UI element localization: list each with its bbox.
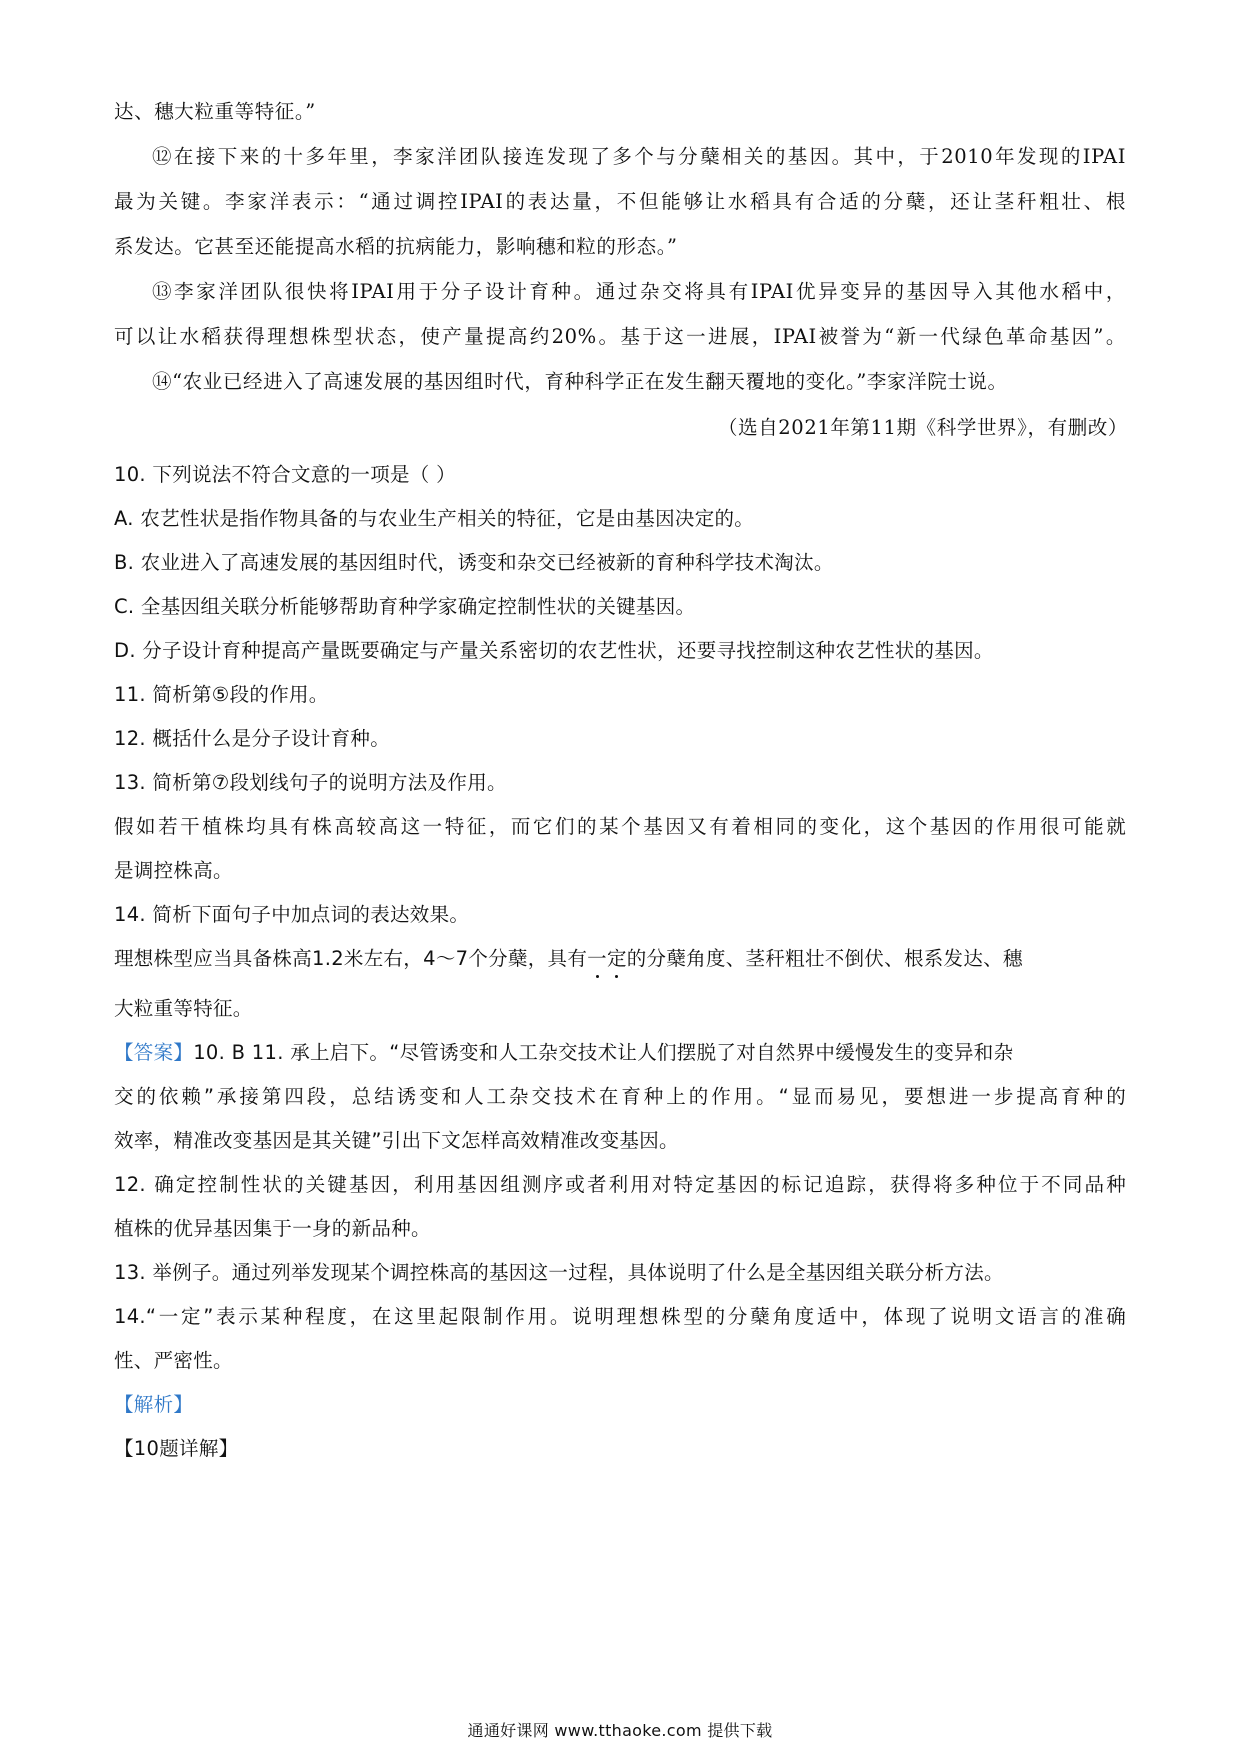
question-10-option-d: D. 分子设计育种提高产量既要确定与产量关系密切的农艺性状，还要寻找控制这种农艺性状的基因。 [114,639,994,662]
passage-line-1: 达、穗大粒重等特征。” [114,100,316,123]
question-10: 10. 下列说法不符合文意的一项是（ ） [114,463,456,486]
question-10-option-a: A. 农艺性状是指作物具备的与农业生产相关的特征，它是由基因决定的。 [114,507,755,530]
question-14-sentence-line-2: 大粒重等特征。 [114,997,253,1020]
question-14-sentence-after: 的分蘖角度、茎秆粗壮不倒伏、根系发达、穗 [626,947,1023,970]
question-10-option-b: B. 农业进入了高速发展的基因组时代，诱变和杂交已经被新的育种科学技术淘汰。 [114,551,834,574]
passage-line-4: 系发达。它甚至还能提高水稻的抗病能力，影响穗和粒的形态。” [114,235,678,258]
passage-paragraph-13: ⑬李家洋团队很快将IPAI用于分子设计育种。通过杂交将具有IPAI优异变异的基因导入其他水稻中， [152,280,1126,303]
page-footer: 通通好课网 www.tthaoke.com 提供下载 [467,1721,773,1740]
question-14-sentence-line-1 [114,943,1023,971]
answer-line-1-text: 10. B 11. 承上启下。“尽管诱变和人工杂交技术让人们摆脱了对自然界中缓慢发生的变异和杂 [193,1041,1014,1064]
answer-line-5: 植株的优异基因集于一身的新品种。 [114,1217,431,1240]
question-14: 14. 简析下面句子中加点词的表达效果。 [114,903,470,926]
question-10-option-c: C. 全基因组关联分析能够帮助育种学家确定控制性状的关键基因。 [114,595,696,618]
question-10-detail-heading: 【10题详解】 [114,1437,239,1460]
passage-paragraph-14: ⑭“农业已经进入了高速发展的基因组时代，育种科学正在发生翻天覆地的变化。”李家洋院士说。 [152,370,1008,393]
question-13-sentence-line-2: 是调控株高。 [114,859,233,882]
question-13-sentence-line-1: 假如若干植株均具有株高较高这一特征，而它们的某个基因又有着相同的变化，这个基因的作用很可能就 [114,815,1126,838]
answer-tag: 【答案】 [114,1041,194,1064]
question-12: 12. 概括什么是分子设计育种。 [114,727,391,750]
question-14-sentence-before: 理想株型应当具备株高1.2米左右，4～7个分蘖，具有 [114,947,588,970]
answer-line-3: 效率，精准改变基因是其关键”引出下文怎样高效精准改变基因。 [114,1129,679,1152]
emphasis-dot-char-2: 定 [606,947,627,970]
analysis-tag: 【解析】 [114,1393,194,1416]
emphasis-dot-char-1: 一 [587,947,607,970]
question-11: 11. 简析第⑤段的作用。 [114,683,329,706]
passage-paragraph-12: ⑫在接下来的十多年里，李家洋团队接连发现了多个与分蘖相关的基因。其中，于2010年发现的IPAI [152,145,1126,168]
passage-line-3: 最为关键。李家洋表示：“通过调控IPAI的表达量，不但能够让水稻具有合适的分蘖，还让茎秆粗壮、根 [114,190,1126,213]
answer-line-1 [114,1037,1013,1065]
answer-line-4: 12. 确定控制性状的关键基因，利用基因组测序或者利用对特定基因的标记追踪，获得将多种位于不同品种 [114,1173,1126,1196]
question-13: 13. 简析第⑦段划线句子的说明方法及作用。 [114,771,507,794]
answer-line-7: 14.“一定”表示某种程度，在这里起限制作用。说明理想株型的分蘖角度适中，体现了说明文语言的准确 [114,1305,1126,1328]
answer-line-6: 13. 举例子。通过列举发现某个调控株高的基因这一过程，具体说明了什么是全基因组关联分析方法。 [114,1261,1004,1284]
answer-line-8: 性、严密性。 [114,1349,233,1372]
passage-source: （选自2021年第11期《科学世界》，有删改） [718,416,1128,439]
answer-line-2: 交的依赖”承接第四段，总结诱变和人工杂交技术在育种上的作用。“显而易见，要想进一步提高育种的 [114,1085,1126,1108]
passage-line-6: 可以让水稻获得理想株型状态，使产量提高约20%。基于这一进展，IPAI被誉为“新一代绿色革命基因”。 [114,325,1126,348]
